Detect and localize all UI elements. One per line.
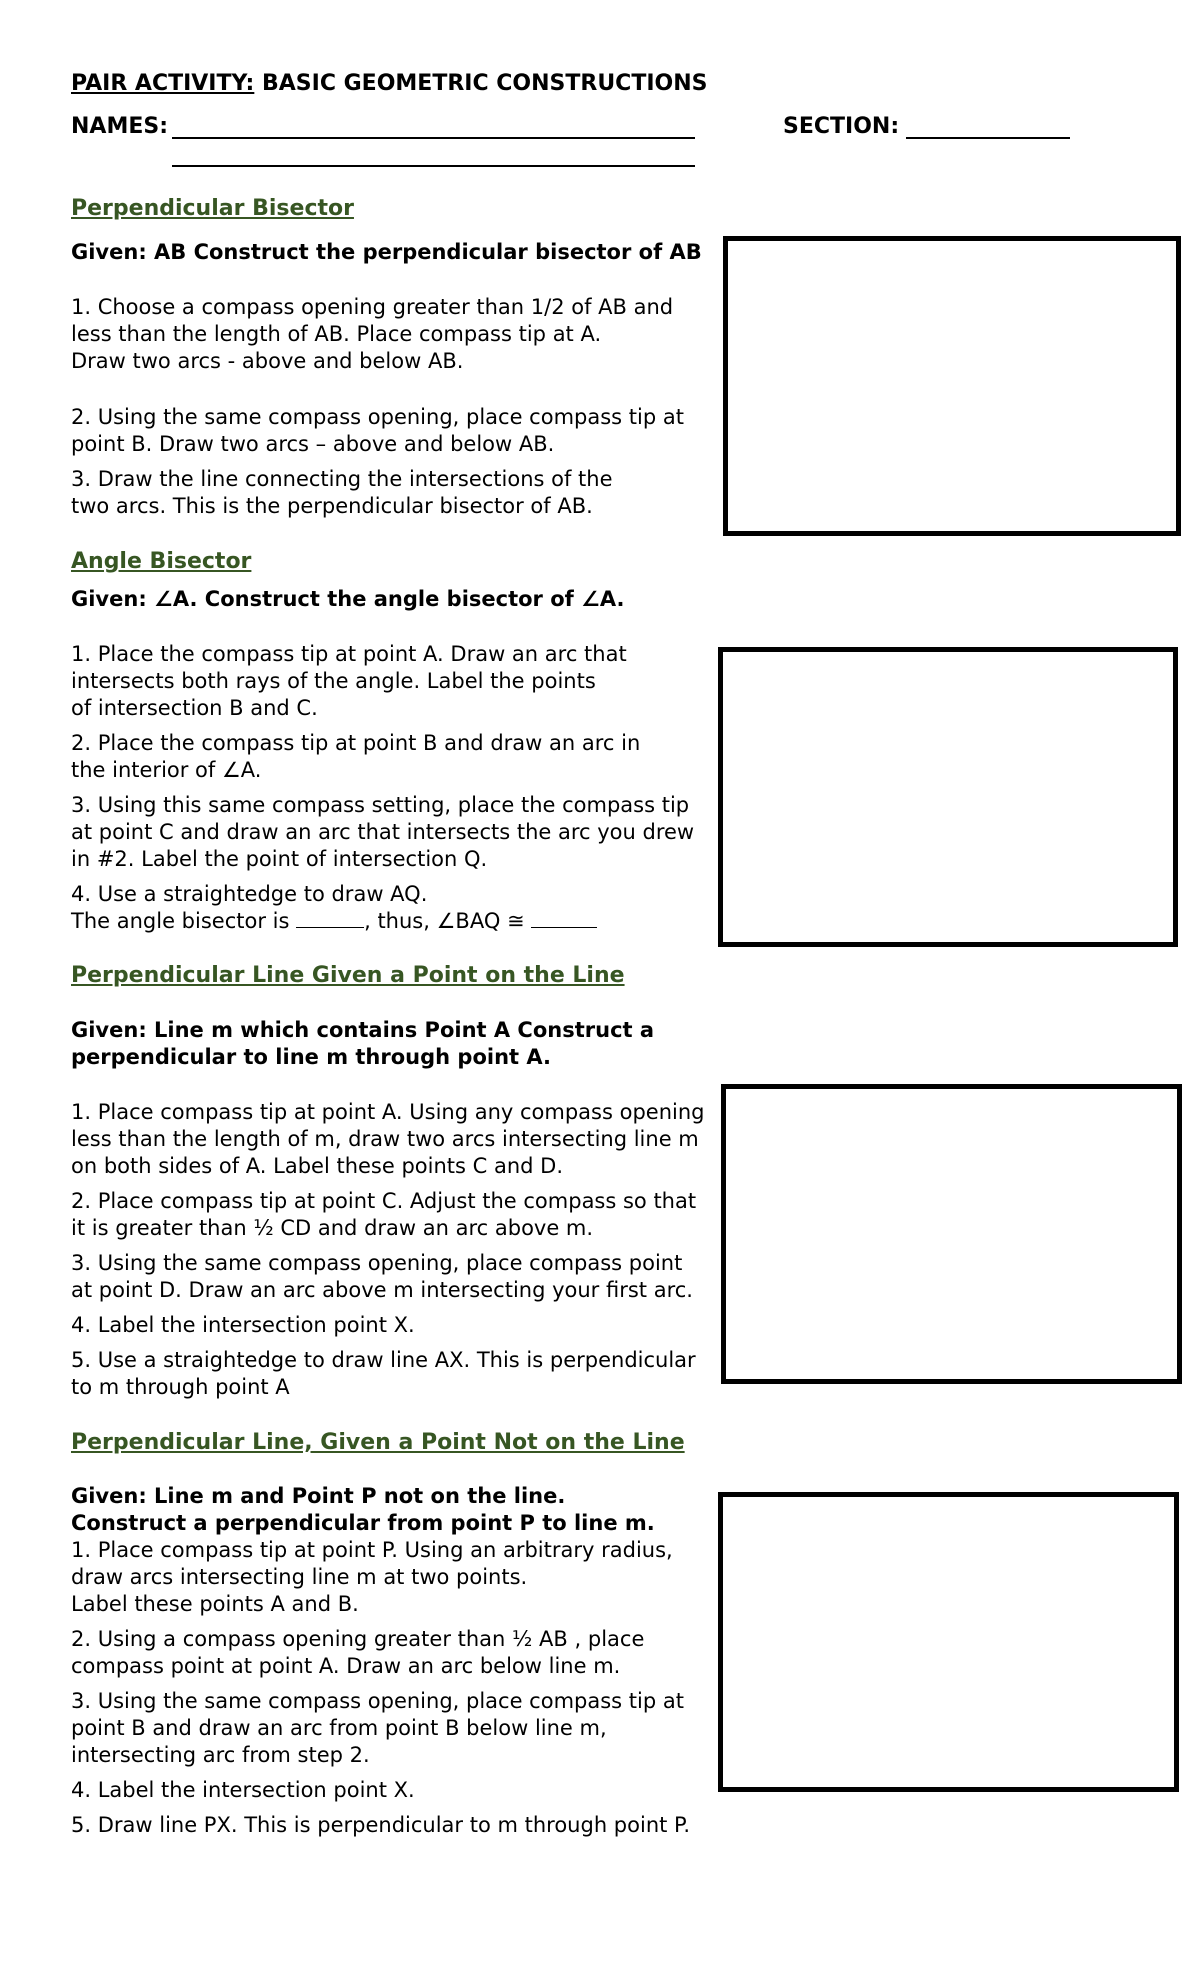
section-line[interactable] <box>906 137 1070 139</box>
names-line-2[interactable] <box>172 165 695 167</box>
step-text: point B and draw an arc from point B below line m, <box>71 1716 607 1740</box>
step-text: 1. Place compass tip at point A. Using any compass opening <box>71 1100 705 1124</box>
names-line-1[interactable] <box>172 137 695 139</box>
step-text: 4. Label the intersection point X. <box>71 1778 415 1802</box>
construction-box-angle-bisector[interactable] <box>718 647 1178 947</box>
title-prefix: PAIR ACTIVITY: <box>71 71 255 96</box>
step-text: at point C and draw an arc that intersects the arc you drew <box>71 820 695 844</box>
fill-in-text: The angle bisector is <box>71 909 297 933</box>
title-rest: BASIC GEOMETRIC CONSTRUCTIONS <box>254 71 708 96</box>
given-perpendicular-not-on-line: Construct a perpendicular from point P to line m. <box>71 1511 655 1535</box>
step-text: 1. Place the compass tip at point A. Draw an arc that <box>71 642 627 666</box>
fill-in-blank-1[interactable] <box>296 926 364 928</box>
step-text: on both sides of A. Label these points C and D. <box>71 1154 564 1178</box>
section-label: SECTION: <box>783 114 900 139</box>
step-text: 3. Draw the line connecting the intersections of the <box>71 467 613 491</box>
step-text: less than the length of AB. Place compass tip at A. <box>71 322 602 346</box>
step-text: 3. Using the same compass opening, place compass tip at <box>71 1689 684 1713</box>
step-text: less than the length of m, draw two arcs intersecting line m <box>71 1127 699 1151</box>
fill-in-text: , thus, ∠BAQ ≅ <box>364 909 532 933</box>
names-label: NAMES: <box>71 114 169 139</box>
step-text: it is greater than ½ CD and draw an arc above m. <box>71 1216 594 1240</box>
step-text: Label these points A and B. <box>71 1592 359 1616</box>
given-perpendicular-not-on-line: Given: Line m and Point P not on the line. <box>71 1484 566 1508</box>
step-text: 5. Draw line PX. This is perpendicular to m through point P. <box>71 1813 691 1837</box>
angle-bisector-fill-in <box>71 908 597 935</box>
step-text: 1. Place compass tip at point P. Using an arbitrary radius, <box>71 1538 673 1562</box>
step-text: to m through point A <box>71 1375 290 1399</box>
step-text: Draw two arcs - above and below AB. <box>71 349 464 373</box>
given-perpendicular-on-line: perpendicular to line m through point A. <box>71 1045 551 1069</box>
step-text: point B. Draw two arcs – above and below AB. <box>71 432 555 456</box>
heading-perpendicular-on-line: Perpendicular Line Given a Point on the Line <box>71 963 625 988</box>
construction-box-perpendicular-on-line[interactable] <box>721 1084 1182 1384</box>
step-text: of intersection B and C. <box>71 696 318 720</box>
step-text: 5. Use a straightedge to draw line AX. This is perpendicular <box>71 1348 696 1372</box>
construction-box-perpendicular-bisector[interactable] <box>723 236 1181 536</box>
step-text: 2. Using the same compass opening, place compass tip at <box>71 405 684 429</box>
given-perpendicular-bisector: Given: AB Construct the perpendicular bisector of AB <box>71 240 702 264</box>
step-text: 2. Place compass tip at point C. Adjust the compass so that <box>71 1189 697 1213</box>
step-text: at point D. Draw an arc above m intersecting your first arc. <box>71 1278 693 1302</box>
step-text: 4. Label the intersection point X. <box>71 1313 415 1337</box>
step-text: 2. Using a compass opening greater than ½ AB , place <box>71 1627 645 1651</box>
step-text: intersecting arc from step 2. <box>71 1743 370 1767</box>
heading-perpendicular-not-on-line: Perpendicular Line, Given a Point Not on the Line <box>71 1430 685 1455</box>
step-text: in #2. Label the point of intersection Q. <box>71 847 488 871</box>
step-text: 2. Place the compass tip at point B and draw an arc in <box>71 731 641 755</box>
given-angle-bisector: Given: ∠A. Construct the angle bisector of ∠A. <box>71 587 625 611</box>
step-text: 3. Using the same compass opening, place compass point <box>71 1251 683 1275</box>
step-text: intersects both rays of the angle. Label the points <box>71 669 596 693</box>
step-text: 3. Using this same compass setting, place the compass tip <box>71 793 690 817</box>
page-title <box>71 70 707 98</box>
given-perpendicular-on-line: Given: Line m which contains Point A Construct a <box>71 1018 655 1042</box>
step-text: two arcs. This is the perpendicular bisector of AB. <box>71 494 593 518</box>
step-text: the interior of ∠A. <box>71 758 262 782</box>
fill-in-blank-2[interactable] <box>531 926 597 928</box>
step-text: draw arcs intersecting line m at two points. <box>71 1565 528 1589</box>
step-text: 4. Use a straightedge to draw AQ. <box>71 882 428 906</box>
construction-box-perpendicular-not-on-line[interactable] <box>718 1492 1179 1792</box>
step-text: compass point at point A. Draw an arc below line m. <box>71 1654 621 1678</box>
step-text: 1. Choose a compass opening greater than 1/2 of AB and <box>71 295 674 319</box>
heading-angle-bisector: Angle Bisector <box>71 549 252 574</box>
heading-perpendicular-bisector: Perpendicular Bisector <box>71 196 354 221</box>
